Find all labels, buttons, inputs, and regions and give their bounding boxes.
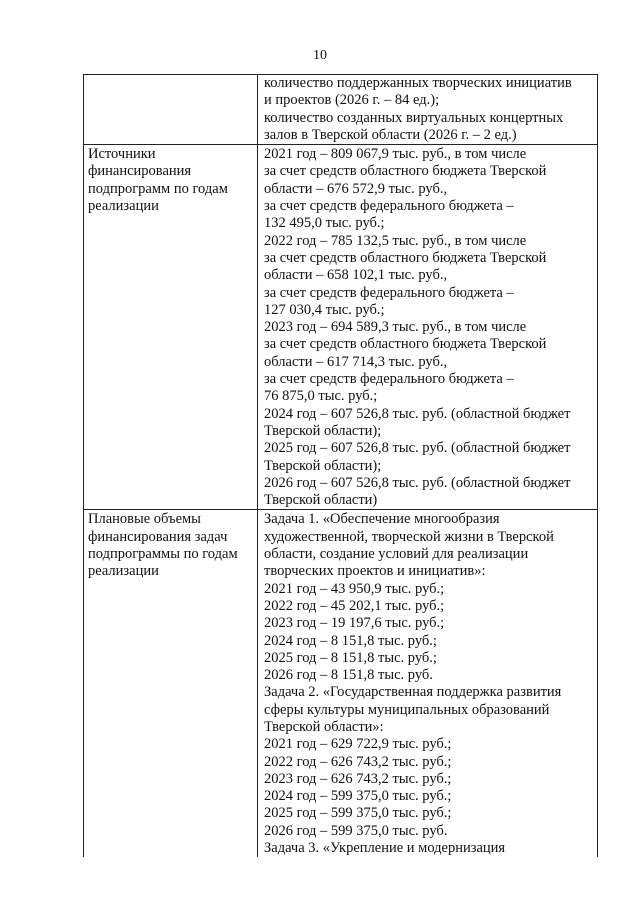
passport-table [83, 74, 598, 857]
cell-text-line: Задача 2. «Государственная поддержка развития [264, 684, 562, 701]
cell-text-line: Тверской области); [264, 422, 382, 439]
cell-text-line: за счет средств федерального бюджета – [264, 371, 514, 388]
content-cell [258, 145, 598, 510]
row-label-line: финансирования задач [88, 528, 228, 545]
cell-text-line: 2023 год – 626 743,2 тыс. руб.; [264, 770, 452, 787]
cell-text-line: 2026 год – 599 375,0 тыс. руб. [264, 822, 448, 839]
cell-text-line: творческих проектов и инициатив»: [264, 563, 486, 580]
cell-text-line: 2026 год – 8 151,8 тыс. руб. [264, 667, 433, 684]
cell-text-line: сферы культуры муниципальных образований [264, 701, 550, 718]
cell-text-line: за счет средств областного бюджета Тверской [264, 163, 547, 180]
cell-text-line: 2022 год – 785 132,5 тыс. руб., в том числе [264, 232, 527, 249]
cell-text-line: 2025 год – 8 151,8 тыс. руб.; [264, 649, 437, 666]
cell-text-line: за счет средств областного бюджета Тверской [264, 249, 547, 266]
row-label-line: реализации [88, 198, 159, 215]
content-cell [258, 75, 598, 145]
cell-text-line: 2025 год – 599 375,0 тыс. руб.; [264, 805, 452, 822]
cell-text-line: за счет средств областного бюджета Тверской [264, 336, 547, 353]
cell-text-line: 2024 год – 8 151,8 тыс. руб.; [264, 632, 437, 649]
cell-text-line: Тверской области); [264, 457, 382, 474]
row-label-line: подпрограмм по годам [88, 180, 228, 197]
cell-text-line: художественной, творческой жизни в Тверской [264, 528, 554, 545]
content-cell [258, 510, 598, 857]
row-label-line: Плановые объемы [88, 511, 201, 528]
cell-text-line: 2022 год – 626 743,2 тыс. руб.; [264, 753, 452, 770]
label-cell [84, 75, 258, 145]
cell-text-line: за счет средств федерального бюджета – [264, 284, 514, 301]
label-cell [84, 510, 258, 857]
cell-text-line: 2023 год – 19 197,6 тыс. руб.; [264, 615, 445, 632]
cell-text-line: залов в Тверской области (2026 г. – 2 ед.) [264, 126, 517, 143]
cell-text-line: количество созданных виртуальных концертных [264, 109, 564, 126]
table-row-planned-volumes [84, 510, 598, 857]
label-cell [84, 145, 258, 510]
cell-text-line: Задача 1. «Обеспечение многообразия [264, 511, 500, 528]
table-row-financing-sources [84, 145, 598, 510]
cell-text-line: 132 495,0 тыс. руб.; [264, 215, 385, 232]
cell-text-line: 2021 год – 629 722,9 тыс. руб.; [264, 736, 452, 753]
cell-text-line: области – 617 714,3 тыс. руб., [264, 353, 448, 370]
cell-text-line: 2025 год – 607 526,8 тыс. руб. (областной бюджет [264, 440, 571, 457]
cell-text-line: за счет средств федерального бюджета – [264, 198, 514, 215]
cell-text-line: 2021 год – 43 950,9 тыс. руб.; [264, 580, 445, 597]
cell-text-line: 2024 год – 607 526,8 тыс. руб. (областной бюджет [264, 405, 571, 422]
row-label-line: финансирования [88, 163, 192, 180]
cell-text-line: 127 030,4 тыс. руб.; [264, 301, 385, 318]
cell-text-line: количество поддержанных творческих инициатив [264, 75, 572, 91]
cell-text-line: области – 676 572,9 тыс. руб., [264, 180, 448, 197]
cell-text-line: 2026 год – 607 526,8 тыс. руб. (областной бюджет [264, 474, 571, 491]
cell-text-line: 76 875,0 тыс. руб.; [264, 388, 378, 405]
cell-text-line: Задача 3. «Укрепление и модернизация [264, 840, 506, 857]
cell-text-line: 2021 год – 809 067,9 тыс. руб., в том числе [264, 146, 527, 163]
cell-text-line: 2022 год – 45 202,1 тыс. руб.; [264, 597, 445, 614]
cell-text-line: 2024 год – 599 375,0 тыс. руб.; [264, 788, 452, 805]
cell-text-line: Тверской области»: [264, 718, 384, 735]
page-number: 10 [313, 48, 327, 63]
row-label-line: подпрограммы по годам [88, 546, 238, 563]
cell-text-line: области – 658 102,1 тыс. руб., [264, 267, 448, 284]
table-row-indicators [84, 75, 598, 145]
row-label-line: Источники [88, 146, 156, 163]
cell-text-line: Тверской области) [264, 492, 378, 509]
cell-text-line: области, создание условий для реализации [264, 546, 529, 563]
cell-text-line: 2023 год – 694 589,3 тыс. руб., в том числе [264, 319, 527, 336]
row-label-line: реализации [88, 563, 159, 580]
cell-text-line: и проектов (2026 г. – 84 ед.); [264, 92, 440, 109]
